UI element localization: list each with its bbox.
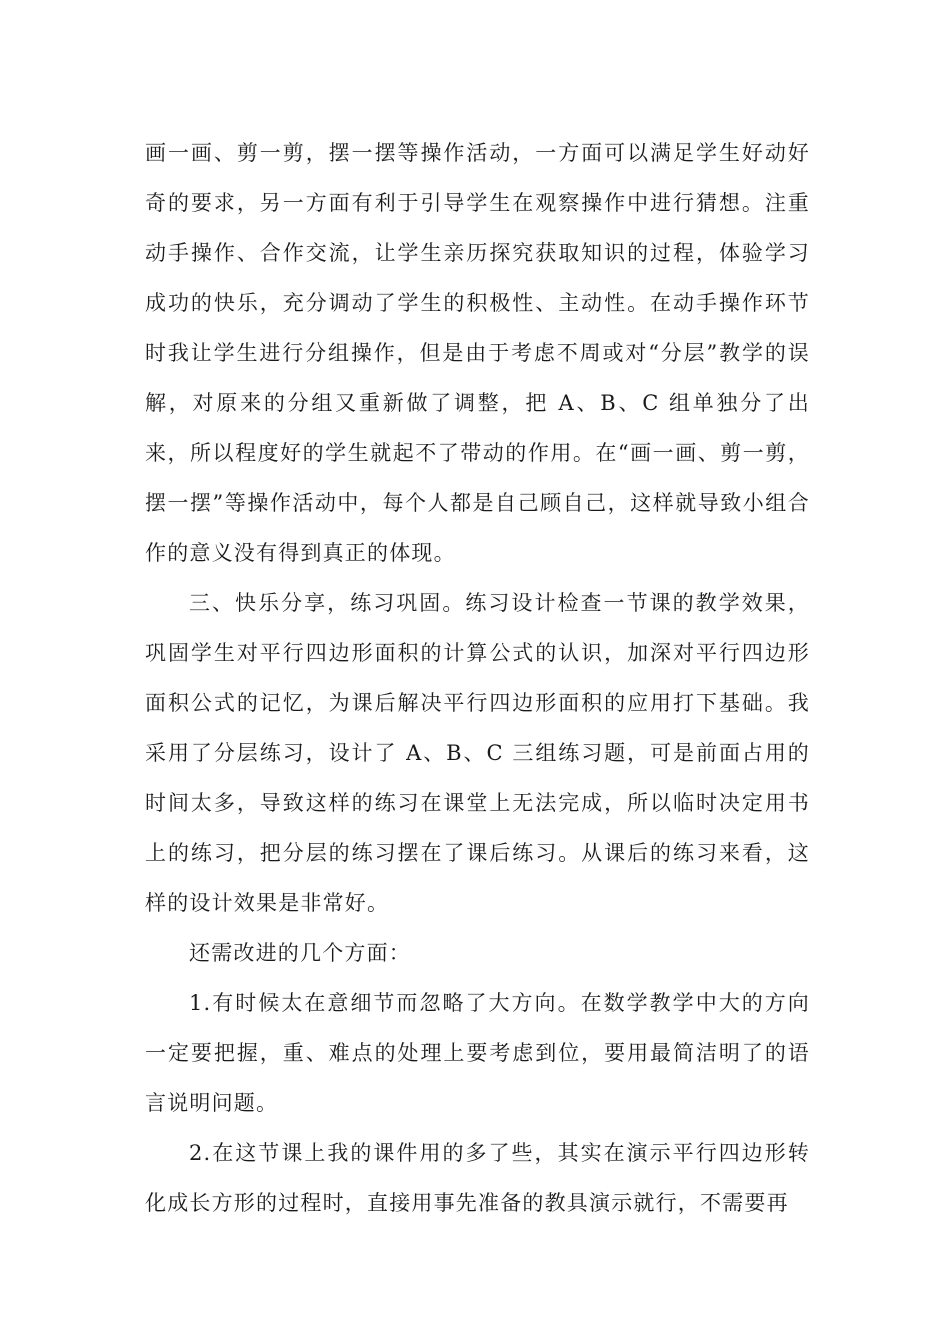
document-body (145, 128, 810, 1228)
paragraph-improvement-item-2: 2.在这节课上我的课件用的多了些，其实在演示平行四边形转化成长方形的过程时，直接用事先准备的教具演示就行，不需要再 (145, 1141, 810, 1215)
paragraph-operation-activities: 画一画、剪一剪，摆一摆等操作活动，一方面可以满足学生好动好奇的要求，另一方面有利于引导学生在观察操作中进行猜想。注重动手操作、合作交流，让学生亲历探究获取知识的过程，体验学习成功的快乐，充分调动了学生的积极性、主动性。在动手操作环节时我让学生进行分组操作，但是由于考虑不周或对“分层”教学的误解，对原来的分组又重新做了调整，把 A、B、C 组单独分了出来，所以程度好的学生就起不了带动的作用。在“画一画、剪一剪，摆一摆”等操作活动中，每个人都是自己顾自己，这样就导致小组合作的意义没有得到真正的体现。 (145, 141, 810, 565)
paragraph-section-three-practice: 三、快乐分享，练习巩固。练习设计检查一节课的教学效果，巩固学生对平行四边形面积的计算公式的认识，加深对平行四边形面积公式的记忆，为课后解决平行四边形面积的应用打下基础。我采用了分层练习，设计了 A、B、C 三组练习题，可是前面占用的时间太多，导致这样的练习在课堂上无法完成，所以临时决定用书上的练习，把分层的练习摆在了课后练习。从课后的练习来看，这样的设计效果是非常好。 (145, 591, 810, 915)
paragraph-improvement-item-1: 1.有时候太在意细节而忽略了大方向。在数学教学中大的方向一定要把握，重、难点的处理上要考虑到位，要用最简洁明了的语言说明问题。 (145, 991, 810, 1115)
paragraph-improvement-heading: 还需改进的几个方面： (189, 941, 411, 965)
